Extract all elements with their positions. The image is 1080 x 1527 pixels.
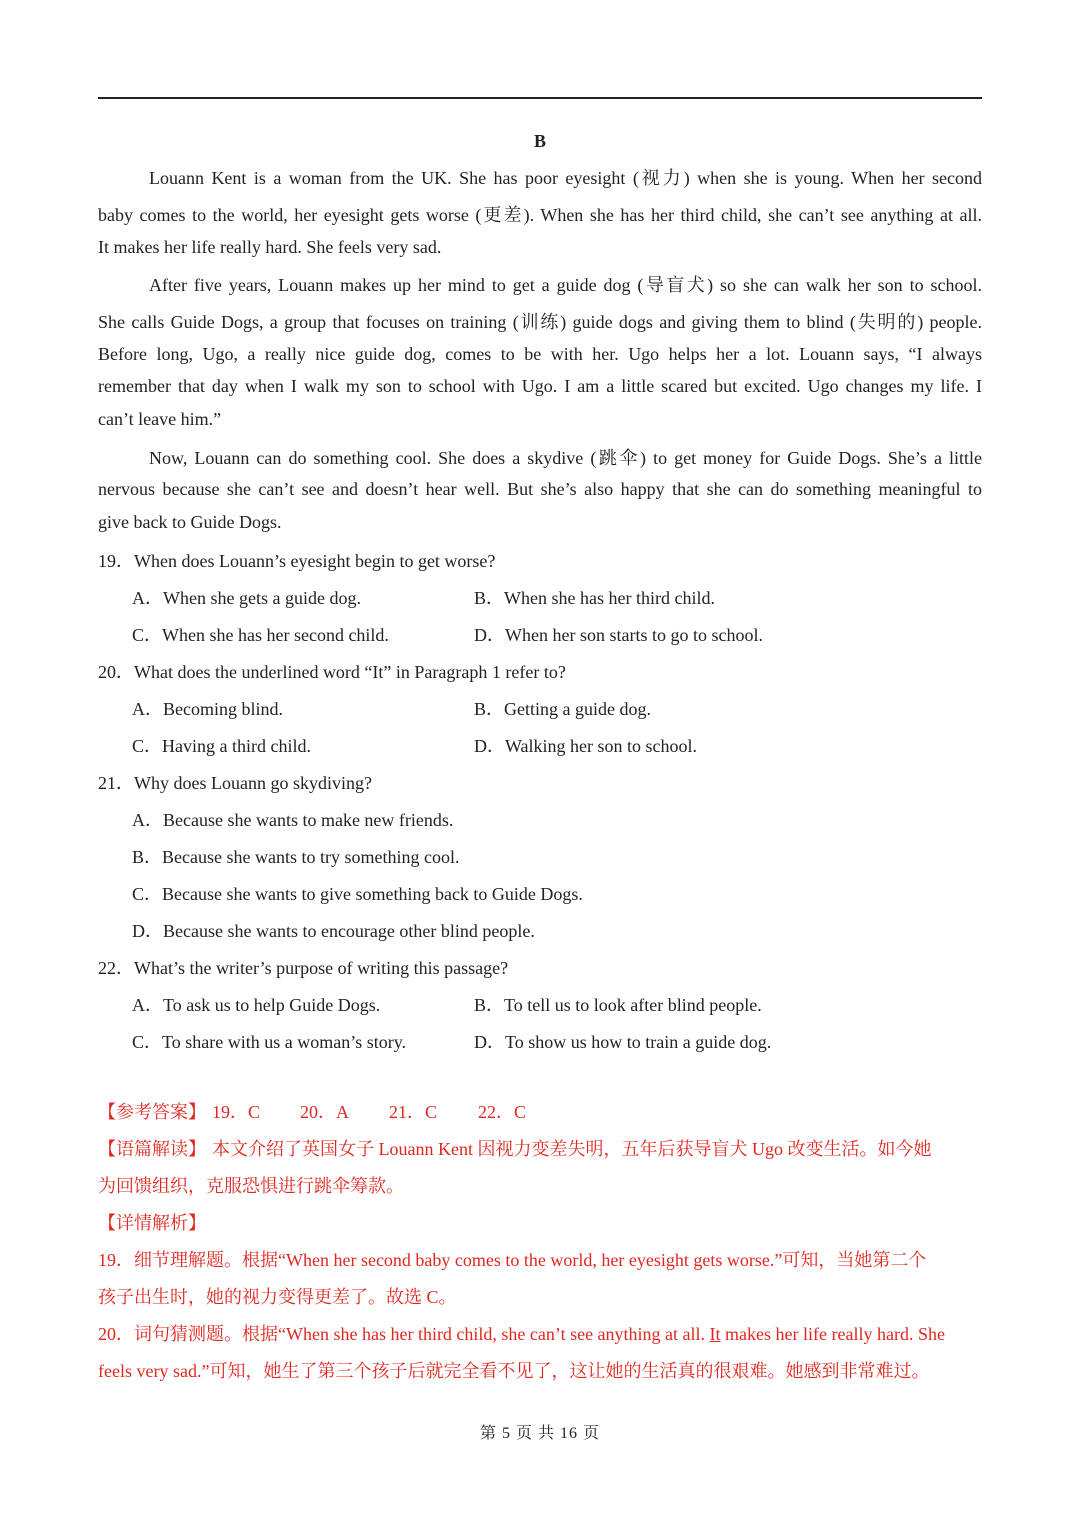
question-21-stem: 21．Why does Louann go skydiving? bbox=[98, 773, 372, 793]
question-22-option-d: D．To show us how to train a guide dog. bbox=[474, 1032, 772, 1052]
question-20-option-a: A．Becoming blind. bbox=[132, 699, 283, 719]
question-19-option-c: C．When she has her second child. bbox=[132, 625, 389, 645]
interpretation-label: 【语篇解读】 bbox=[98, 1139, 206, 1159]
question-22-option-a: A．To ask us to help Guide Dogs. bbox=[132, 995, 381, 1015]
section-label: B bbox=[533, 131, 546, 151]
passage-line: Louann Kent is a woman from the UK. She has poor eyesight (视力) when she is young. When her second bbox=[149, 168, 982, 188]
interpretation-line: 为回馈组织，克服恐惧进行跳伞筹款。 bbox=[98, 1176, 404, 1196]
question-20-option-b: B．Getting a guide dog. bbox=[474, 699, 651, 719]
passage-line: remember that day when I walk my son to school with Ugo. I am a little scared but excited. Ugo changes my life. I bbox=[98, 376, 982, 396]
passage-line: can’t leave him.” bbox=[98, 409, 222, 429]
question-19-option-b: B．When she has her third child. bbox=[474, 588, 715, 608]
question-19-stem: 19．When does Louann’s eyesight begin to get worse? bbox=[98, 551, 496, 571]
interpretation-line: 本文介绍了英国女子 Louann Kent 因视力变差失明，五年后获导盲犬 Ugo 改变生活。如今她 bbox=[212, 1139, 932, 1159]
passage-line: Before long, Ugo, a really nice guide dog, comes to be with her. Ugo helps her a lot. Louann says, “I always bbox=[98, 344, 982, 364]
question-21-option-d: D．Because she wants to encourage other blind people. bbox=[132, 921, 535, 941]
answer-22: 22．C bbox=[478, 1102, 527, 1122]
analysis-19-line: 19．细节理解题。根据“When her second baby comes to the world, her eyesight gets worse.”可知，当她第二个 bbox=[98, 1250, 927, 1270]
analysis-20-line bbox=[98, 1320, 945, 1346]
passage-line: She calls Guide Dogs, a group that focuses on training (训练) guide dogs and giving them to blind (失明的) people. bbox=[98, 312, 982, 332]
question-20-option-d: D．Walking her son to school. bbox=[474, 736, 698, 756]
passage-line: Now, Louann can do something cool. She does a skydive (跳伞) to get money for Guide Dogs. She’s a little bbox=[149, 448, 982, 468]
passage-line: give back to Guide Dogs. bbox=[98, 512, 282, 532]
page-number-footer: 第 5 页 共 16 页 bbox=[479, 1425, 600, 1442]
analysis-20-text: 20．词句猜测题。根据“When she has her third child, she can’t see anything at all. bbox=[98, 1324, 710, 1344]
question-20-option-c: C．Having a third child. bbox=[132, 736, 311, 756]
analysis-label: 【详情解析】 bbox=[98, 1213, 206, 1233]
answer-20: 20．A bbox=[300, 1102, 349, 1122]
question-21-option-a: A．Because she wants to make new friends. bbox=[132, 810, 454, 830]
passage-line: It makes her life really hard. She feels very sad. bbox=[98, 237, 442, 257]
question-21-option-c: C．Because she wants to give something back to Guide Dogs. bbox=[132, 884, 583, 904]
analysis-19-line: 孩子出生时，她的视力变得更差了。故选 C。 bbox=[98, 1287, 457, 1307]
question-20-stem: 20．What does the underlined word “It” in Paragraph 1 refer to? bbox=[98, 662, 566, 682]
question-22-option-c: C．To share with us a woman’s story. bbox=[132, 1032, 407, 1052]
passage-line: After five years, Louann makes up her mind to get a guide dog (导盲犬) so she can walk her son to school. bbox=[149, 275, 982, 295]
passage-line: nervous because she can’t see and doesn’t hear well. But she’s also happy that she can do something meaningful to bbox=[98, 479, 982, 499]
analysis-20-text: makes her life really hard. She bbox=[720, 1324, 945, 1344]
answer-21: 21．C bbox=[389, 1102, 438, 1122]
question-19-option-a: A．When she gets a guide dog. bbox=[132, 588, 361, 608]
passage-line: baby comes to the world, her eyesight gets worse (更差). When she has her third child, she can’t see anything at all. bbox=[98, 205, 982, 225]
question-19-option-d: D．When her son starts to go to school. bbox=[474, 625, 763, 645]
answer-key-label: 【参考答案】 bbox=[98, 1102, 206, 1122]
header-rule bbox=[98, 97, 982, 99]
question-22-stem: 22．What’s the writer’s purpose of writing this passage? bbox=[98, 958, 509, 978]
analysis-20-line: feels very sad.”可知，她生了第三个孩子后就完全看不见了，这让她的生活真的很艰难。她感到非常难过。 bbox=[98, 1361, 930, 1381]
answer-19: 19．C bbox=[212, 1102, 261, 1122]
underlined-it: It bbox=[709, 1324, 721, 1344]
question-22-option-b: B．To tell us to look after blind people. bbox=[474, 995, 762, 1015]
question-21-option-b: B．Because she wants to try something cool. bbox=[132, 847, 460, 867]
